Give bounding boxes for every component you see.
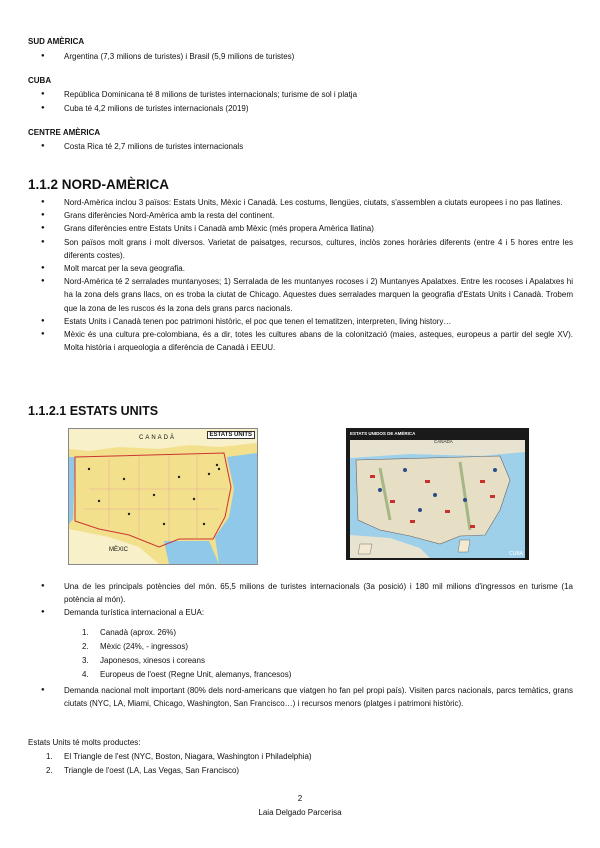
list-item: ● Una de les principals potències del món. 65,5 milions de turistes internacionals (3a posició) i 180 mil milions d'ingressos en turisme (1a potència al món).	[28, 580, 573, 606]
map-title: ESTATS UNITS	[207, 431, 255, 439]
list-item	[46, 750, 546, 764]
usa-political-map	[68, 428, 258, 565]
estats-units-list	[28, 580, 573, 620]
list-item: ● Demanda turística internacional a EUA:	[28, 606, 573, 619]
usa-tourism-map	[346, 428, 529, 560]
products-intro: Estats Units té molts productes:	[28, 738, 141, 747]
national-demand-list	[28, 684, 573, 710]
sud-america-list	[28, 50, 573, 64]
list-item	[82, 654, 562, 668]
list-item	[82, 640, 562, 654]
list-item: ● Cuba té 4,2 milions de turistes internacionals (2019)	[28, 102, 573, 116]
section-label-cuba: CUBA	[28, 76, 52, 85]
heading-nord-america: 1.1.2 NORD-AMÈRICA	[28, 177, 170, 192]
item-text: El Triangle de l'est (NYC, Boston, Niagara, Washington i Philadelphia)	[64, 752, 312, 761]
map-label-canada: CANADÀ	[139, 435, 177, 441]
usa-map-drawing	[69, 429, 257, 564]
nord-america-list	[28, 196, 573, 354]
list-item: ● Estats Units i Canadà tenen poc patrimoni històric, el poc que tenen el tematitzen, interpreten, living history…	[28, 315, 573, 328]
list-item: ● Nord-Amèrica té 2 serralades muntanyoses; 1) Serralada de les muntanyes rocoses i 2) Muntanyes Apalatxes. Entre les rocoses i Apalatxes hi ha la zona dels grans llacs, on es troba la ciutat de Chicago. Aquestes dues serralades marquen la geografia d'Estats Units i Canadà. Trobem que la zona de les ruscos és la zona dels grans parcs nacionals.	[28, 275, 573, 315]
map-label-cuba: CUBA	[509, 551, 523, 557]
list-item: ● República Dominicana té 8 milions de turistes internacionals; turisme de sol i platja	[28, 88, 573, 102]
list-item: ● Demanda nacional molt important (80% dels nord-americans que viatgen ho fan pel propi país). Visiten parcs nacionals, parcs temàtics, grans ciutats (NYC, LA, Miami, Chicago, Washington, San Francisco…) i recursos menors (platges i patrimoni històric).	[28, 684, 573, 710]
item-text: Triangle de l'oest (LA, Las Vegas, San Francisco)	[64, 766, 240, 775]
tourism-map-drawing	[350, 440, 525, 558]
list-item	[46, 764, 546, 778]
section-label-centre-america: CENTRE AMÈRICA	[28, 128, 101, 137]
centre-america-list	[28, 140, 573, 154]
item-text: Europeus de l'oest (Regne Unit, alemanys, francesos)	[100, 670, 292, 679]
list-item	[82, 626, 562, 640]
demand-list	[82, 626, 562, 682]
heading-estats-units: 1.1.2.1 ESTATS UNITS	[28, 404, 159, 418]
map-label-mexic: MÈXIC	[109, 547, 129, 553]
section-label-sud-america: SUD AMÈRICA	[28, 37, 85, 46]
list-item: ● Mèxic és una cultura pre-colombiana, és a dir, totes les cultures abans de la colonització (maies, asteques, europeus a partir del segle XV). Molta història i arqueologia a diferència de Canadà i EEUU.	[28, 328, 573, 354]
map-title: ESTATS UNIDOS DE AMÉRICA	[350, 431, 416, 436]
item-number: 1.	[46, 752, 53, 761]
list-item	[82, 668, 562, 682]
list-item: ● Son països molt grans i molt diversos. Varietat de paisatges, recursos, cultures, inclòs zones horàries diferents (entre 4 i 5 hores entre les diferents costes).	[28, 236, 573, 262]
item-text: Japonesos, xinesos i coreans	[100, 656, 205, 665]
list-item: ● Argentina (7,3 milions de turistes) i Brasil (5,9 milions de turistes)	[28, 50, 573, 64]
cuba-list	[28, 88, 573, 115]
list-item: ● Grans diferències entre Estats Units i Canadà amb Mèxic (més propera Amèrica llatina)	[28, 222, 573, 235]
list-item: ● Molt marcat per la seva geografia.	[28, 262, 573, 275]
map-label-canada: CANADÁ	[434, 439, 453, 444]
footer-author: Laia Delgado Parcerisa	[258, 808, 342, 817]
list-item: ● Costa Rica té 2,7 milions de turistes internacionals	[28, 140, 573, 154]
item-text: Mèxic (24%, - ingressos)	[100, 642, 189, 651]
item-text: Canadà (aprox. 26%)	[100, 628, 177, 637]
list-item: ● Grans diferències Nord-Amèrica amb la resta del continent.	[28, 209, 573, 222]
item-number: 2.	[46, 766, 53, 775]
page-number: 2	[297, 794, 303, 803]
item-number: 1.	[82, 628, 89, 637]
item-number: 4.	[82, 670, 89, 679]
products-list	[46, 750, 546, 778]
item-number: 2.	[82, 642, 89, 651]
item-number: 3.	[82, 656, 89, 665]
list-item: ● Nord-Amèrica inclou 3 països: Estats Units, Mèxic i Canadà. Les costums, llengües, ciutats, s'assemblen a ciutats europees i no pas llatines.	[28, 196, 573, 209]
